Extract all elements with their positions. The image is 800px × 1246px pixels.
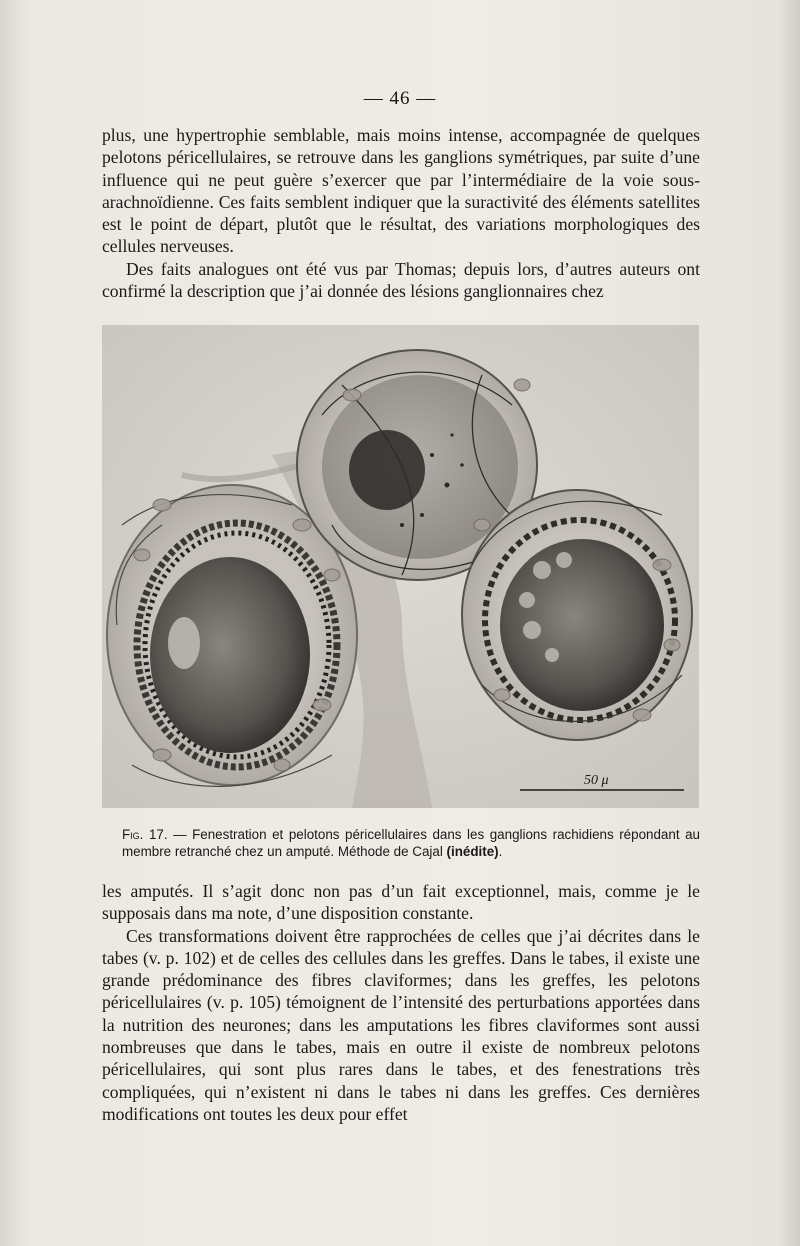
bottom-text-block bbox=[102, 880, 700, 1125]
paragraph: plus, une hypertrophie semblable, mais moins intense, accompagnée de quelques pelotons péricellulaires, se retrouve dans les ganglions symétriques, par suite d’une influence qui ne peut guère s’exercer que par l’intermédiaire de la voie sous-arachnoïdienne. Ces faits semblent indiquer que la suractivité des éléments satellites est le point de départ, plutôt que le résultat, des variations morphologiques des cellules nerveuses. bbox=[102, 125, 700, 257]
caption-body bbox=[102, 826, 700, 861]
caption-end: . bbox=[498, 844, 503, 860]
caption-figure-label: Fig. 17. bbox=[122, 827, 168, 842]
right-ganglion-cell bbox=[462, 490, 692, 740]
paragraph: Des faits analogues ont été vus par Thomas; depuis lors, d’autres auteurs ont confirmé la description que j’ai donnée des lésions ganglionnaires chez bbox=[102, 258, 700, 302]
caption-emphasis: (inédite) bbox=[446, 844, 499, 860]
caption-text: — Fenestration et pelotons péricellulaires dans les ganglions rachidiens répondant au membre retranché chez un amputé. Méthode de Cajal bbox=[122, 827, 700, 860]
top-text-block bbox=[102, 124, 700, 302]
page-edge-shadow bbox=[778, 0, 800, 1246]
ganglion-cells-illustration bbox=[102, 325, 699, 808]
page-number: — 46 — bbox=[363, 88, 437, 109]
scale-bar-label: 50 μ bbox=[584, 773, 609, 788]
figure-caption bbox=[102, 826, 700, 861]
paragraph: les amputés. Il s’agit donc non pas d’un fait exceptionnel, mais, comme je le supposais dans ma note, d’une disposition constante. bbox=[102, 881, 700, 924]
paragraph: Ces transformations doivent être rapprochées de celles que j’ai décrites dans le tabes (v. p. 102) et de celles des cellules dans les greffes. Dans le tabes, il existe une grande prédominance des fibres claviformes; dans les greffes, les pelotons péricellulaires (v. p. 105) témoignent de l’intensité des perturbations apportées dans la nutrition des neurones; dans les amputations les fibres claviformes sont aussi nombreuses que dans le tabes, mais en outre il existe de nombreux pelotons péricellulaires, qui sont plus rares dans le tabes, et des fenestrations très compliquées, qui n’existent ni dans le tabes ni dans les greffes. Ces dernières modifications ont toutes les deux pour effet bbox=[102, 925, 700, 1124]
figure-17-micrograph bbox=[102, 325, 699, 808]
